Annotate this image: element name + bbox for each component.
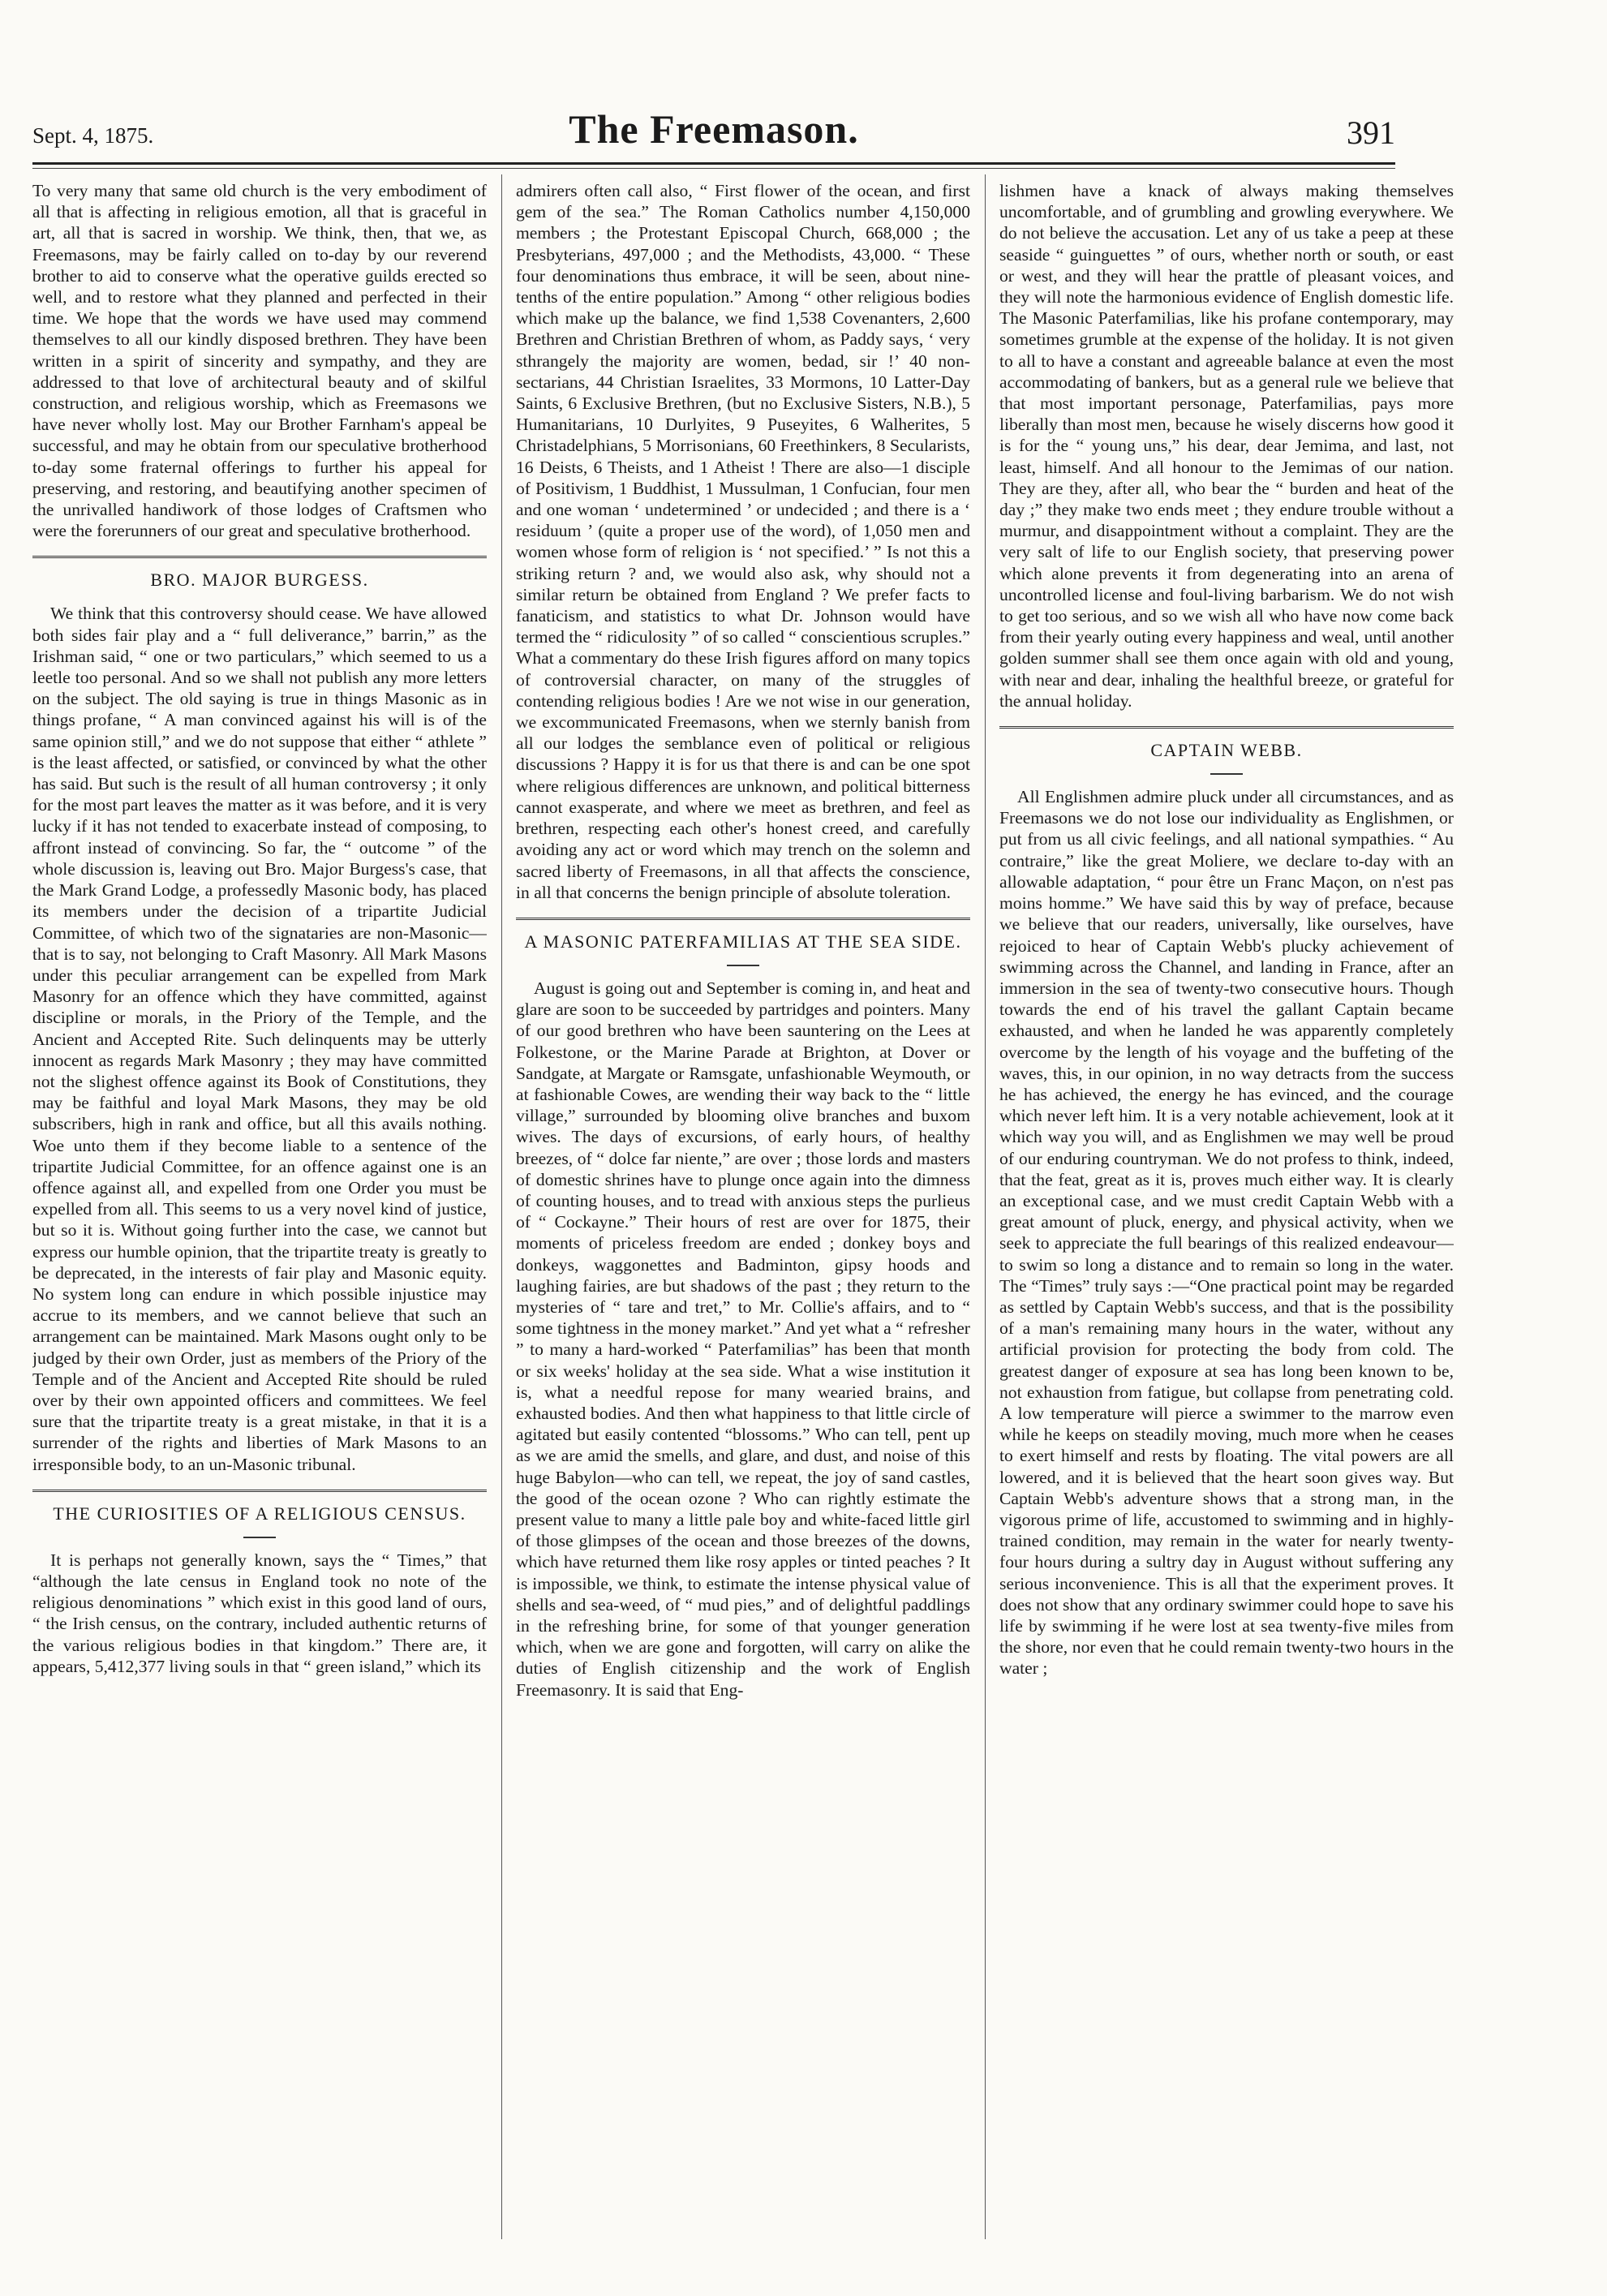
column-divider xyxy=(985,174,986,2239)
masthead-rule-thin xyxy=(32,168,1395,169)
article-paragraph: All Englishmen admire pluck under all circumstances, and as Freemasons we do not lose our individuality as Englishmen, or put from us all civic feelings, and all national sympathies. “ Au contraire,” like the great Moliere, we declare to-day with an allowable adaptation, “ pour être un Franc Maçon, on n'est pas moins homme.” We have said this by way of preface, because we believe that our readers, universally, like ourselves, have rejoiced to hear of Captain Webb's plucky achievement of swimming across the Channel, and landing in France, after an immersion in the sea of twenty-two consecutive hours. Though towards the end of his travel the gallant Captain became exhausted, and when he landed he was apparently completely overcome by the length of his voyage and the buffeting of the waves, this, in our opinion, in no way detracts from the success he has achieved, the energy he has evinced, and the courage which never left him. It is a very notable achievement, look at it which way you will, and as Englishmen we may well be proud of our enduring countryman. We do not profess to think, indeed, that the feat, great as it is, proves much either way. It is clearly an exceptional case, and we must credit Captain Webb with a great amount of pluck, energy, and physical activity, when we seek to appreciate the full bearings of this realized endeavour—to swim so long a distance and to remain so long in the water. The “Times” truly says :—“One practical point may be regarded as settled by Captain Webb's success, and that is the possibility of a man's remaining many hours in the water, without any artificial provision for protecting the body from cold. The greatest danger of exposure at sea has long been known to be, not exhaustion from fatigue, but collapse from penetrating cold. A low temperature will pierce a swimmer to the marrow even while he keeps on steadily moving, much more when he ceases to exert himself and rests by floating. The vital powers are all lowered, and it is believed that the heart soon gives way. But Captain Webb's adventure shows that a strong man, in the vigorous prime of life, accustomed to swimming and in highly-trained condition, may remain in the water for nearly twenty-four hours during a sultry day in August without suffering any serious inconvenience. This is all that the experiment proves. It does not show that any ordinary swimmer could hope to save his life by swimming if he were lost at sea twenty-five miles from the shore, nor even that he could remain twenty-two hours in the water ; xyxy=(999,787,1454,1679)
issue-date: Sept. 4, 1875. xyxy=(32,123,154,148)
column-1 xyxy=(32,180,487,2237)
article-paragraph: lishmen have a knack of always making themselves uncomfortable, and of grumbling and growling everywhere. We do not believe the accusation. Let any of us take a peep at these seaside “ guinguettes ” of ours, whether north or south, or east or west, and they will hear the prattle of pleasant voices, and they will note the harmonious evidence of English domestic life. The Masonic Paterfamilias, like his profane contemporary, may sometimes grumble at the expense of the holiday. It is not given to all to have a constant and agreeable balance at even the most accommodating of bankers, but as a general rule we believe that that most important personage, Paterfamilias, pays more liberally than most men, because he wisely discerns how good it is for the “ young uns,” his dear, dear Jemima, and last, not least, himself. And all honour to the Jemimas of our nation. They are they, after all, who bear the “ burden and heat of the day ;” they make two ends meet ; they endure trouble without a murmur, and disappointment without a complaint. They are the very salt of life to our English society, that preserving power which alone prevents it from degenerating into an arena of uncontrolled license and foul-living barbarism. We do not wish to get too serious, and so we wish all who have now come back from their yearly outing every happiness and weal, until another golden summer shall see them once again with old and young, with near and dear, inhaling the healthful breeze, or grateful for the annual holiday. xyxy=(999,181,1454,711)
column-divider xyxy=(501,174,502,2239)
newspaper-title: The Freemason. xyxy=(569,106,859,152)
page-number: 391 xyxy=(1347,114,1395,151)
article-heading-major-burgess: BRO. MAJOR BURGESS. xyxy=(32,556,487,590)
masthead xyxy=(32,105,1395,154)
heading-dash xyxy=(243,1537,276,1538)
column-3 xyxy=(999,180,1454,2237)
article-paragraph: To very many that same old church is the very embodiment of all that is affecting in religious emotion, all that is graceful in art, all that is sacred in worship. We think, then, that we, as Freemasons, may be fairly called on to-day by our reverend brother to aid to conserve what the operative guilds erected so well, and to restore what they planned and perfected in their time. We hope that the words we have used may commend themselves to all our kindly disposed brethren. They have been written in a spirit of sincerity and sympathy, and they are addressed to that love of architectural beauty and of skilful construction, and religious worship, which as Freemasons we have never wholly lost. May our Brother Farnham's appeal be successful, and may he obtain from our speculative brotherhood to-day some fraternal offerings to further his appeal for preserving, and restoring, and beautifying another specimen of the unrivalled handiwork of those lodges of Craftsmen who were the forerunners of our great and speculative brotherhood. xyxy=(32,181,487,541)
column-2 xyxy=(516,180,970,2237)
article-paragraph: admirers often call also, “ First flower of the ocean, and first gem of the sea.” The Roman Catholics number 4,150,000 members ; the Protestant Episcopal Church, 668,000 ; the Presbyterians, 497,000 ; and the Methodists, 43,000. “ These four denominations thus embrace, it will be seen, about nine-tenths of the entire population.” Among “ other religious bodies which make up the balance, we find 1,538 Covenanters, 2,600 Brethren and Christian Brethren of whom, as Paddy says, ‘ very sthrangely the majority are women, bedad, sir !’ 40 non-sectarians, 44 Christian Israelites, 33 Mormons, 10 Latter-Day Saints, 6 Exclusive Brethren, (but no Exclusive Sisters, N.B.), 5 Humanitarians, 10 Durlyites, 9 Puseyites, 6 Walherites, 5 Christadelphians, 5 Morrisonians, 60 Freethinkers, 8 Secularists, 16 Deists, 6 Theists, and 1 Atheist ! There are also—1 disciple of Positivism, 1 Buddhist, 1 Mussulman, 1 Confucian, four men and one woman ‘ undetermined ’ or undecided ; and there is a ‘ residuum ’ (quite a proper use of the word), of 1,050 men and women whose form of religion is ‘ not specified.’ ” Is not this a striking return ? and, we would also ask, why should not a similar return be obtained from England ? We prefer facts to fanaticism, and statistics to what Dr. Johnson would have termed the “ ridiculosity ” of so called “ conscientious scruples.” What a commentary do these Irish figures afford on many topics of controversial character, on many of the struggles of contending religious bodies ! Are we not wise in our generation, we excommunicated Freemasons, when we sternly banish from all our lodges the semblance even of political or religious discussions ? Happy it is for us that there is and can be one spot where religious differences are unknown, and political bitterness cannot exasperate, and where we meet as brethren, and feel as brethren, respecting each other's honest creed, and carefully avoiding any act or word which may trench on the solemn and sacred liberty of Freemasons, in all that affects the conscience, in all that concerns the benign principle of absolute toleration. xyxy=(516,181,970,902)
article-paragraph: We think that this controversy should cease. We have allowed both sides fair play and a “ full deliverance,” barrin,” as the Irishman said, “ one or two particulars,” which seemed to us a leetle too personal. And so we shall not publish any more letters on the subject. The old saying is true in things Masonic as in things profane, “ A man convinced against his will is of the same opinion still,” and we do not suppose that either “ athlete ” is the least affected, or satisfied, or convinced by what the other has said. But such is the result of all human controversy ; it only for the most part leaves the matter as it was before, and it is very lucky if it has not tended to exacerbate instead of composing, to affront instead of convincing. So far, the “ outcome ” of the whole discussion is, leaving out Bro. Major Burgess's case, that the Mark Grand Lodge, a professedly Masonic body, has placed its members under the decision of a tripartite Judicial Committee, of which two of the signataries are non-Masonic—that is to say, not belonging to Craft Masonry. All Mark Masons under this peculiar arrangement can be expelled from Mark Masonry for an offence which they have committed, against discipline or morals, in the Priory of the Temple, and the Ancient and Accepted Rite. Such delinquents may be utterly innocent as regards Mark Masonry ; they may have committed not the slighest offence against its Book of Constitutions, they may be faithful and loyal Mark Masons, they may be old subscribers, high in rank and office, but all this avails nothing. Woe unto them if they become liable to a sentence of the tripartite Judicial Committee, for an offence against one is an offence against all, and expelled from one Order you must be expelled from all. This seems to us a very novel kind of justice, but so it is. Without going further into the case, we cannot but express our humble opinion, that the tripartite treaty is greatly to be deprecated, in the interests of fair play and Masonic equity. No system long can endure in which possible injustice may accrue to its members, and we cannot believe that such an arrangement can be maintained. Mark Masons ought only to be judged by their own Order, just as members of the Priory of the Temple and of the Ancient and Accepted Rite should be ruled over by their own appointed officers and committees. We feel sure that the tripartite treaty is a great mistake, in that it is a surrender of the rights and liberties of Mark Masons to an irresponsible body, to an un-Masonic tribunal. xyxy=(32,604,487,1474)
article-heading-captain-webb: CAPTAIN WEBB. xyxy=(999,726,1454,760)
heading-dash xyxy=(727,965,759,966)
article-heading-paterfamilias: A MASONIC PATERFAMILIAS AT THE SEA SIDE. xyxy=(516,918,970,952)
article-paragraph: August is going out and September is coming in, and heat and glare are soon to be succeeded by partridges and pointers. Many of our good brethren who have been sauntering on the Lees at Folkestone, or the Marine Parade at Brighton, at Dover or Sandgate, at Margate or Ramsgate, unfashionable Weymouth, or at fashionable Cowes, are wending their way back to the “ little village,” surrounded by blooming olive branches and buxom wives. The days of excursions, of early hours, of healthy breezes, of “ dolce far niente,” are over ; those lords and masters of domestic shrines have to plunge once again into the dimness of counting houses, and to tread with anxious steps the purlieus of “ Cockayne.” Their hours of rest are over for 1875, their moments of priceless freedom are ended ; donkey boys and donkeys, waggonettes and Badminton, gipsy hoods and laughing fairies, are but shadows of the past ; they return to the mysteries of “ tare and tret,” to Mr. Collie's affairs, and to “ some tightness in the money market.” And yet what a “ refresher ” to many a hard-worked “ Paterfamilias” has been that month or six weeks' holiday at the sea side. What a wise institution it is, what a needful repose for many wearied brains, and exhausted bodies. And then what happiness to that little circle of agitated but easily contented “blossoms.” Who can tell, pent up as we are amid the smells, and glare, and dust, and noise of this huge Babylon—who can tell, we repeat, the joy of sand castles, the good of the ocean ozone ? Who can rightly estimate the present value to many a little pale boy and white-faced little girl of those glimpses of the ocean and those breezes of the downs, which have returned them like rosy apples or tinted peaches ? It is impossible, we think, to estimate the intense physical value of shells and sea-weed, of “ mud pies,” and of delightful paddlings in the refreshing brine, for some of that younger generation which, when we are gone and forgotten, will carry on alike the duties of English citizenship and the work of English Freemasonry. It is said that Eng- xyxy=(516,978,970,1700)
masthead-rule xyxy=(32,162,1395,165)
article-heading-religious-census: THE CURIOSITIES OF A RELIGIOUS CENSUS. xyxy=(32,1490,487,1524)
article-paragraph: It is perhaps not generally known, says the “ Times,” that “although the late census in England took no note of the religious denominations ” which exist in this good land of ours, “ the Irish census, on the contrary, included authentic returns of the various religious bodies in that kingdom.” There are, it appears, 5,412,377 living souls in that “ green island,” which its xyxy=(32,1550,487,1676)
heading-dash xyxy=(1210,773,1243,775)
